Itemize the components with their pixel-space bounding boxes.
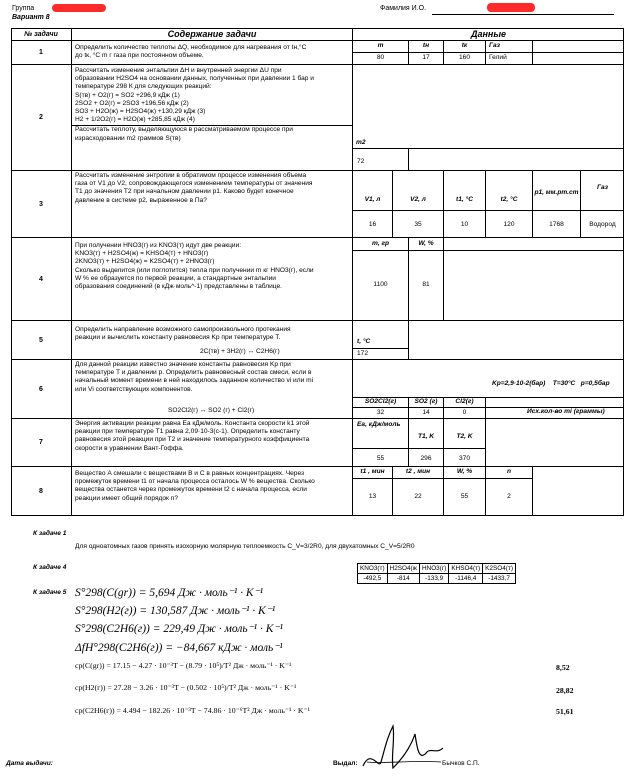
data-value: 55 [460, 493, 469, 501]
data-value: 13 [368, 493, 377, 501]
note-label: К задаче 4 [33, 564, 67, 571]
quantity-note: Исх.кол-во mi (граммы) [527, 408, 605, 415]
task-text: Определить количество теплоты ΔQ, необходимое для нагревания от tн,°C до tк, °C m г газа при постоянном объеме. [75, 44, 307, 60]
task-text: Для данной реакции известно значение константы равновесия Kp при температуре T и давлении p. Определить равновесный состав смеси, если в начальный момент времени в ней находилось заданное количество vi или mi или Vi соответствующих компонентов. [75, 361, 314, 393]
task-num: 7 [39, 439, 43, 446]
data-header: t1 , мин [360, 468, 385, 476]
data-value: 10 [460, 220, 469, 228]
entropy-formula: S°298(C2H6(г)) = 229,49 Дж · моль⁻¹ · K⁻¹ [75, 623, 283, 635]
redacted-surname [487, 3, 535, 12]
reaction-equation: SO2Cl2(г) ↔ SO2 (г) + Cl2(г) [168, 407, 255, 414]
enthalpy-formula: ΔfH°298(C2H6(г)) = −84,667 кДж · моль⁻¹ [75, 642, 283, 654]
data-header: Газ [597, 183, 608, 191]
note-label: К задаче 5 [33, 589, 67, 596]
data-value: 0 [462, 408, 467, 416]
task-num: 4 [39, 275, 43, 283]
data-value: 22 [414, 493, 422, 501]
data-header: SO2Cl2(г) [364, 398, 397, 406]
entropy-formula: S°298(H2(г)) = 130,587 Дж · моль⁻¹ · K⁻¹ [75, 605, 276, 617]
data-header: T2, K [456, 432, 473, 440]
cp298-value: 28,82 [556, 686, 574, 695]
data-value: 120 [503, 220, 515, 228]
data-value: 370 [458, 454, 470, 462]
data-header: tн [422, 42, 430, 50]
data-value: 296 [420, 454, 432, 462]
task-num: 1 [39, 49, 43, 56]
data-header: Газ [489, 42, 500, 49]
data-header: W, % [456, 468, 473, 476]
task-text: Определить направление возможного самопроизвольного протекания реакции и вычислить константу равновесия Kp при температуре T. [75, 326, 291, 342]
cp-formula: cp(H2(г)) = 27.28 − 3.26 · 10⁻³T − (0.502 · 10⁵)/T² Дж · моль⁻¹ · K⁻¹ [75, 683, 297, 692]
data-value: 72 [357, 158, 365, 165]
cp-formula: cp(C2H6(г)) = 4.494 − 182.26 · 10⁻³T − 74.86 · 10⁻⁶T² Дж · моль⁻¹ · K⁻¹ [75, 706, 310, 715]
data-value: 160 [458, 54, 470, 62]
task-text: Рассчитать изменение энтальпии ΔH и внутренней энергии ΔU при образовании H2SO4 на основании данных, полученных при давлении 1 бар и температуре 298 К для следующих реакций: S(тв) + O2(г) = SO2 +296,9 кДж (1) 2SO2 + O2(г) = 2SO3 +196,56 кДж (2) SO3 + H2O(ж) = H2SO4(ж) +130,29 кДж (3) H2 + 1/2O2(г) = H2O(ж) +285,85 кДж (4) Рассчитать теплоту, выделяющуюся в рассматриваемом процессе при израсходовании m2 граммов S(тв) [75, 67, 352, 143]
task-text: Вещество А смешали с веществами В и С в равных концентрациях. Через промежуток времени t1 от начала процесса осталось W % вещества. Сколько вещества останется через промежуток времени t2 с начала процесса, если реакции имеет общий порядок n? [75, 470, 315, 502]
data-header: V1, л [364, 195, 381, 203]
data-value: 16 [368, 220, 377, 228]
header-num: № задачи [24, 30, 58, 38]
task-text: Энергия активации реакции равна Ea кДж/моль. Константа скорости k1 этой реакции при температуре T1 равна 2,09·10-3(с-1). Определить константу равновесия этой реакции при T2 и значение температурного коэффициента скорости в уравнении Вант-Гоффа. [75, 420, 310, 452]
equilibrium-params: Kp=2,9·10-2(бар) T=30°C p=0,5бар [492, 380, 610, 387]
redacted-group [52, 4, 106, 12]
data-header: tк [461, 42, 468, 50]
data-value: 55 [376, 454, 385, 462]
signature-icon [357, 718, 447, 773]
data-header: Cl2(г) [455, 398, 474, 406]
group-label: Группа [12, 5, 35, 12]
header-data: Данные [470, 29, 507, 39]
data-header: t, °C [357, 338, 371, 345]
data-value: 2 [507, 493, 511, 501]
data-header: t2 , мин [405, 468, 431, 476]
data-header: p1, мм.рт.ст [534, 188, 579, 196]
date-label: Дата выдачи: [6, 760, 53, 767]
data-header: m2 [356, 139, 366, 146]
data-header: n [506, 468, 512, 476]
data-header: m [377, 42, 384, 50]
issuer-name: Бычков С.П. [442, 760, 480, 767]
note-text: Для одноатомных газов принять изохорную молярную теплоемкость C_V=3/2R0, для двухатомных C_V=5/2R0 [75, 543, 415, 550]
data-value: 17 [422, 54, 430, 62]
task-num: 8 [39, 488, 43, 495]
data-header: W, % [418, 239, 434, 247]
task-num: 2 [39, 114, 43, 121]
data-header: t2, °C [500, 195, 518, 203]
enthalpy-table: KNO3(т) H2SO4(ж HNO3(г) KHSO4(т) K2SO4(т) -492,5 -814 -133,9 -1146,4 -1433,7 [357, 563, 516, 584]
data-value: 35 [414, 220, 422, 228]
reaction-equation: 2C(тв) + 3H2(г) ↔ C2H6(г) [200, 348, 280, 355]
data-header: t1, °C [456, 195, 473, 203]
entropy-formula: S°298(C(gr)) = 5,694 Дж · моль⁻¹ · K⁻¹ [75, 587, 264, 599]
issued-label: Выдал: [333, 760, 358, 767]
cp-formula: cp(C(gr)) = 17.15 − 4.27 · 10⁻³T − (8.79 · 10⁵)/T² Дж · моль⁻¹ · K⁻¹ [75, 661, 292, 670]
data-header: Ea, кДж/моль [357, 421, 401, 428]
data-value: 14 [422, 408, 430, 416]
data-value: 80 [376, 54, 385, 62]
variant-label: Вариант 8 [12, 14, 50, 21]
header-content: Содержание задачи [167, 29, 257, 39]
task-text: При получении HNO3(г) из KNO3(т) идут две реакции: KNO3(т) + H2SO4(ж) = KHSO4(т) + HNO3(г) 2KNO3(т) + H2SO4(ж) = K2SO4(т) + 2HNO3(г) Сколько выделится (или поглотится) тепла при получении m кг HNO3(г), если W % ее образуется по первой реакции, а стандартные энтальпии образования соединений (в кДж·моль^-1) представлены в таблице. [75, 242, 314, 291]
data-header: m, гр [371, 239, 390, 247]
data-value: 1768 [549, 220, 564, 228]
data-header: T1, K [417, 432, 435, 440]
task-num: 3 [39, 200, 43, 208]
task-num: 5 [39, 336, 43, 344]
data-header: V2, л [410, 195, 426, 203]
data-value: 172 [357, 350, 369, 357]
task-num: 6 [39, 385, 43, 393]
data-value: Гелий [489, 54, 507, 61]
data-header: SO2 (г) [414, 398, 438, 406]
data-value: 81 [422, 281, 430, 289]
data-value: 32 [376, 408, 385, 416]
task-text: Рассчитать изменение энтропии в обратимом процессе изменения объема газа от V1 до V2, сопровождающегося изменением температуры от значения T1 до значения T2 при начальном давлении p1. Каково будет конечное давление в системе p2, выраженное в Па? [75, 172, 313, 204]
cp298-value: 51,61 [556, 707, 574, 716]
surname-label: Фамилия И.О. [380, 5, 427, 12]
cp298-value: 8,52 [556, 663, 570, 672]
note-label: К задаче 1 [33, 530, 67, 537]
data-value: 1100 [373, 281, 388, 289]
data-value: Водород [589, 220, 616, 228]
